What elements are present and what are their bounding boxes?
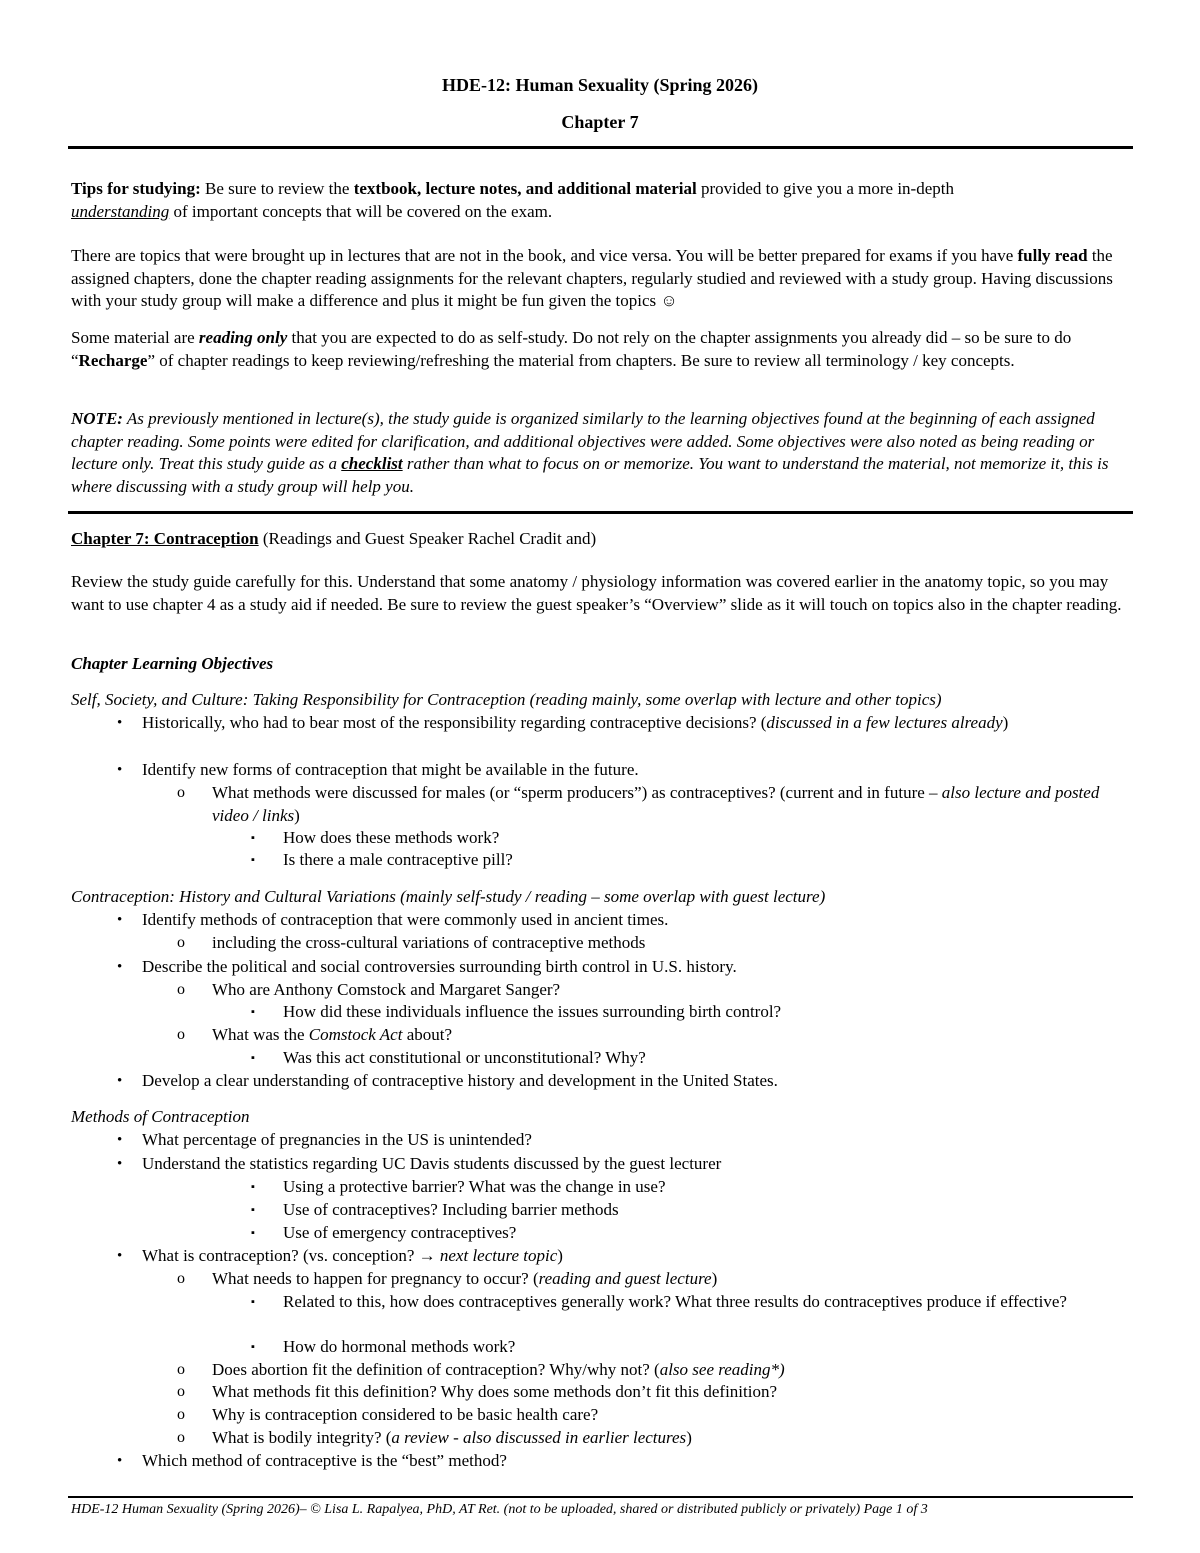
list-item xyxy=(212,782,1132,827)
item-note: also lecture and posted video / links xyxy=(212,783,1100,825)
item-text: ) xyxy=(294,805,300,825)
tips-understanding: understanding xyxy=(71,201,170,221)
tips-emphasis: textbook, lecture notes, and additional material xyxy=(353,179,697,198)
course-title: HDE-12: Human Sexuality (Spring 2026) xyxy=(441,75,759,95)
item-text: What is contraception? (vs. conception? → xyxy=(142,1246,440,1265)
square-bullet-icon: ▪ xyxy=(251,854,255,866)
topics-text: the assigned chapters, done the chapter reading assignments for the relevant chapters, regularly studied and reviewed with a study group. Having discussions with your study group will make a difference and plus it might be fun given the topics ☺ xyxy=(71,246,1113,310)
item-text: ) xyxy=(711,1269,718,1288)
list-item xyxy=(212,1024,1132,1047)
list-item xyxy=(212,1427,1132,1450)
square-bullet-icon: ▪ xyxy=(251,1052,255,1064)
section-heading: Methods of Contraception xyxy=(71,1107,250,1126)
circle-bullet-icon: o xyxy=(177,1429,185,1446)
item-note: discussed in a few lectures already xyxy=(766,713,1003,732)
circle-bullet-icon: o xyxy=(177,1383,185,1400)
item-text: Does abortion fit the definition of contraception? Why/why not? ( xyxy=(212,1360,660,1379)
item-note: Comstock Act xyxy=(308,1025,403,1044)
list-item xyxy=(142,1245,1132,1268)
bullet-icon: • xyxy=(117,1453,123,1469)
square-bullet-icon: ▪ xyxy=(251,1204,255,1216)
reading-text: Some material are xyxy=(71,328,199,347)
note-paragraph xyxy=(71,408,1133,498)
list-item: including the cross-cultural variations of contraceptive methods xyxy=(212,933,646,952)
checklist-emphasis: checklist xyxy=(341,454,403,473)
bullet-icon: • xyxy=(117,715,123,731)
square-bullet-icon: ▪ xyxy=(251,1227,255,1239)
list-item: How does these methods work? xyxy=(283,828,500,847)
section-rule xyxy=(68,511,1133,514)
footer-rule xyxy=(68,1496,1133,1498)
list-item xyxy=(212,1359,1132,1382)
item-text: ) xyxy=(1002,713,1009,732)
tips-text: of important concepts that will be covered on the exam. xyxy=(169,201,553,221)
circle-bullet-icon: o xyxy=(177,1361,185,1378)
reading-text: ” of chapter readings to keep reviewing/refreshing the material from chapters. Be sure to review all terminology / key concepts. xyxy=(147,350,1015,370)
list-item: What methods fit this definition? Why does some methods don’t fit this definition? xyxy=(212,1382,778,1401)
item-note: next lecture topic xyxy=(439,1246,558,1265)
list-item: What percentage of pregnancies in the US is unintended? xyxy=(142,1130,532,1149)
list-item: Using a protective barrier? What was the change in use? xyxy=(283,1177,666,1196)
note-label: NOTE: xyxy=(71,409,123,428)
list-item: Was this act constitutional or unconstitutional? Why? xyxy=(283,1048,646,1067)
tips-text: Be sure to review the xyxy=(200,179,354,198)
list-item: Develop a clear understanding of contraceptive history and development in the United States. xyxy=(142,1071,778,1090)
note-text: rather than what to focus on or memorize. You want to understand the material, not memorize it, this is where discussing with a study group will help you. xyxy=(71,454,1109,496)
section-heading: Self, Society, and Culture: Taking Responsibility for Contraception (reading mainly, some overlap with lecture and other topics) xyxy=(71,690,942,709)
list-item xyxy=(142,712,1132,735)
list-item: Describe the political and social controversies surrounding birth control in U.S. history. xyxy=(142,957,737,976)
fully-read-emphasis: fully read xyxy=(1017,246,1088,265)
item-text: What needs to happen for pregnancy to occur? ( xyxy=(212,1269,539,1288)
circle-bullet-icon: o xyxy=(177,934,185,951)
bullet-icon: • xyxy=(117,959,123,975)
objectives-heading: Chapter Learning Objectives xyxy=(71,654,274,673)
chapter-heading-note: (Readings and Guest Speaker Rachel Cradit and) xyxy=(258,529,597,548)
square-bullet-icon: ▪ xyxy=(251,832,255,844)
bullet-icon: • xyxy=(117,762,123,778)
section-heading: Contraception: History and Cultural Variations (mainly self-study / reading – some overlap with guest lecture) xyxy=(71,887,826,906)
topics-text: There are topics that were brought up in lectures that are not in the book, and vice versa. You will be better prepared for exams if you have xyxy=(71,246,1018,265)
reading-only-emphasis: reading only xyxy=(198,328,288,347)
bullet-icon: • xyxy=(117,912,123,928)
item-text: What is bodily integrity? ( xyxy=(212,1428,392,1447)
list-item: Who are Anthony Comstock and Margaret Sanger? xyxy=(212,980,561,999)
item-text: Historically, who had to bear most of the responsibility regarding contraceptive decisions? ( xyxy=(142,713,767,732)
reading-text: that you are expected to do as self-study. Do not rely on the chapter assignments you already did – so be sure to do “ xyxy=(71,328,1072,370)
tips-text: provided to give you a more in-depth xyxy=(696,179,954,198)
circle-bullet-icon: o xyxy=(177,1270,185,1287)
header-rule xyxy=(68,146,1133,149)
chapter-heading xyxy=(71,528,596,551)
list-item: How did these individuals influence the issues surrounding birth control? xyxy=(283,1002,782,1021)
tips-paragraph xyxy=(71,178,1133,223)
chapter-intro: Review the study guide carefully for this. Understand that some anatomy / physiology information was covered earlier in the anatomy topic, so you may want to use chapter 4 as a study aid if needed. Be sure to review the guest speaker’s “Overview” slide as it will touch on topics also in the chapter reading. xyxy=(71,572,1122,614)
circle-bullet-icon: o xyxy=(177,784,185,801)
item-note: reading and guest lecture xyxy=(538,1269,712,1288)
square-bullet-icon: ▪ xyxy=(251,1181,255,1193)
note-text: As previously mentioned in lecture(s), the study guide is organized similarly to the learning objectives found at the beginning of each assigned chapter reading. Some points were edited for clarification, and additional objectives were added. Some objectives were also noted as being reading or lecture only. Treat this study guide as a xyxy=(71,409,1095,473)
list-item: Use of emergency contraceptives? xyxy=(283,1223,517,1242)
bullet-icon: • xyxy=(117,1132,123,1148)
tips-label: Tips for studying: xyxy=(71,179,201,198)
list-item: Which method of contraceptive is the “best” method? xyxy=(142,1451,507,1470)
item-text: about? xyxy=(402,1025,453,1044)
item-note: also see reading*) xyxy=(659,1360,785,1379)
circle-bullet-icon: o xyxy=(177,1406,185,1423)
circle-bullet-icon: o xyxy=(177,981,185,998)
list-item: Why is contraception considered to be basic health care? xyxy=(212,1405,599,1424)
chapter-title: Chapter 7 xyxy=(561,112,639,132)
list-item: Identify new forms of contraception that might be available in the future. xyxy=(142,760,639,779)
item-text: What was the xyxy=(212,1025,309,1044)
square-bullet-icon: ▪ xyxy=(251,1006,255,1018)
item-text: What methods were discussed for males (or “sperm producers”) as contraceptives? (current and in future – xyxy=(212,783,942,802)
bullet-icon: • xyxy=(117,1156,123,1172)
list-item xyxy=(212,1268,1132,1291)
recharge-emphasis: Recharge xyxy=(78,350,148,370)
square-bullet-icon: ▪ xyxy=(251,1341,255,1353)
reading-only-paragraph xyxy=(71,327,1133,372)
square-bullet-icon: ▪ xyxy=(251,1296,255,1308)
list-item: Understand the statistics regarding UC Davis students discussed by the guest lecturer xyxy=(142,1154,722,1173)
item-text: ) xyxy=(686,1428,692,1447)
list-item: Related to this, how does contraceptives generally work? What three results do contraceptives produce if effective? xyxy=(283,1292,1067,1311)
list-item: Use of contraceptives? Including barrier methods xyxy=(283,1200,619,1219)
chapter-heading-title: Chapter 7: Contraception xyxy=(71,529,259,548)
bullet-icon: • xyxy=(117,1073,123,1089)
item-note: a review - also discussed in earlier lectures xyxy=(391,1428,687,1447)
page-footer: HDE-12 Human Sexuality (Spring 2026)– © Lisa L. Rapalyea, PhD, AT Ret. (not to be uploaded, shared or distributed publicly or privately) Page 1 of 3 xyxy=(71,1502,928,1517)
list-item: Identify methods of contraception that were commonly used in ancient times. xyxy=(142,910,669,929)
bullet-icon: • xyxy=(117,1248,123,1264)
list-item: Is there a male contraceptive pill? xyxy=(283,850,513,869)
circle-bullet-icon: o xyxy=(177,1026,185,1043)
list-item: How do hormonal methods work? xyxy=(283,1337,516,1356)
topics-paragraph xyxy=(71,245,1133,313)
item-text: ) xyxy=(557,1246,563,1265)
